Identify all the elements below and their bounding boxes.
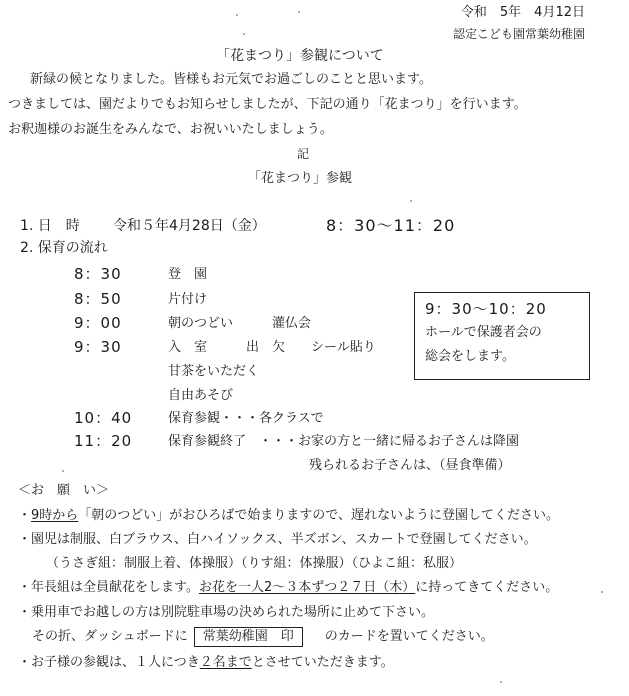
subtitle: 「花まつり」参観 [248, 171, 353, 186]
notice-line-1: ホールで保護者会の [425, 325, 542, 340]
notice-line-2: 総会をします。 [425, 349, 515, 364]
intro-line-2: つきましては、園だよりでもお知らせしましたが、下記の通り「花まつり」を行います。 [8, 97, 527, 112]
card-label-box: 常葉幼稚園 印 [194, 627, 303, 647]
requests-heading: ＜お 願 い＞ [18, 483, 110, 498]
request-1-underlined: 9時から [31, 508, 79, 523]
request-1 [18, 509, 559, 522]
schedule-time: 8：30 [74, 265, 122, 283]
request-3-rest: に持ってきてください。 [415, 580, 559, 595]
request-3-plain: ・年長組は全員献花をします。 [18, 580, 199, 595]
school-name: 認定こども園常葉幼稚園 [452, 27, 585, 41]
intro-line-3: お釈迦様のお誕生をみんなで、お祝いいたしましょう。 [8, 122, 333, 137]
scan-speck [62, 470, 64, 472]
notice-box [414, 292, 590, 380]
scan-speck [298, 11, 300, 13]
schedule-activity: 自由あそび [168, 388, 234, 403]
request-2-detail: （うさぎ組：制服上着、体操服）（りす組：体操服）（ひよこ組：私服） [46, 556, 463, 571]
request-3 [18, 581, 558, 594]
scan-speck [236, 14, 238, 16]
schedule-activity: 片付け [168, 292, 208, 307]
date-line: 令和 5年 4月12日 [460, 5, 585, 20]
schedule-time: 9：00 [74, 314, 122, 332]
request-3-underlined: お花を一人2〜３本ずつ２７日（木） [198, 580, 416, 595]
request-5-plain: ・お子様の参観は、１人につき [18, 655, 200, 670]
item1-date: 令和５年4月28日（金） [113, 218, 266, 234]
request-4-pre: その折、ダッシュボードに [32, 629, 188, 644]
item1-time: 8：30〜11：20 [326, 216, 456, 235]
scan-speck [410, 200, 412, 202]
scan-speck [601, 591, 603, 593]
scan-speck [500, 681, 502, 683]
request-5 [18, 656, 394, 669]
notice-time: 9：30〜10：20 [425, 300, 547, 318]
schedule-activity: 保育参観・・・各クラスで [168, 411, 324, 426]
schedule-time: 11：20 [74, 432, 133, 450]
ki-mark: 記 [297, 147, 310, 161]
request-4-card [32, 627, 494, 647]
request-1-rest: 「朝のつどい」がおひろばで始まりますので、遅れないように登園してください。 [78, 508, 560, 523]
schedule-time: 8：50 [74, 290, 122, 308]
schedule-activity: 入 室 出 欠 シール貼り [168, 340, 376, 355]
bullet: ・ [18, 508, 32, 523]
schedule-time: 10：40 [74, 409, 133, 427]
schedule-activity: 甘茶をいただく [168, 364, 260, 379]
schedule-activity: 残られるお子さんは、（昼食準備） [309, 458, 511, 473]
request-4: ・乗用車でお越しの方は別院駐車場の決められた場所に止めて下さい。 [18, 605, 435, 620]
item1-label: 1. 日 時 [20, 218, 80, 234]
request-5-underlined: ２名まで [199, 655, 252, 670]
request-5-rest: とさせていただきます。 [251, 655, 394, 670]
request-2: ・園児は制服、白ブラウス、白ハイソックス、半ズボン、スカートで登園してください。 [18, 532, 537, 547]
item2-label: 2. 保育の流れ [20, 240, 108, 256]
schedule-activity: 朝のつどい 灌仏会 [168, 316, 312, 331]
schedule-activity: 保育参観終了 ・・・お家の方と一緒に帰るお子さんは降園 [168, 434, 520, 449]
schedule-activity: 登 園 [168, 267, 208, 282]
intro-line-1: 新緑の候となりました。皆様もお元気でお過ごしのことと思います。 [30, 72, 432, 87]
request-4-post: のカードを置いてください。 [324, 629, 494, 644]
page-title: 「花まつり」参観について [216, 48, 384, 64]
scan-speck [243, 33, 245, 35]
schedule-time: 9：30 [74, 338, 122, 356]
